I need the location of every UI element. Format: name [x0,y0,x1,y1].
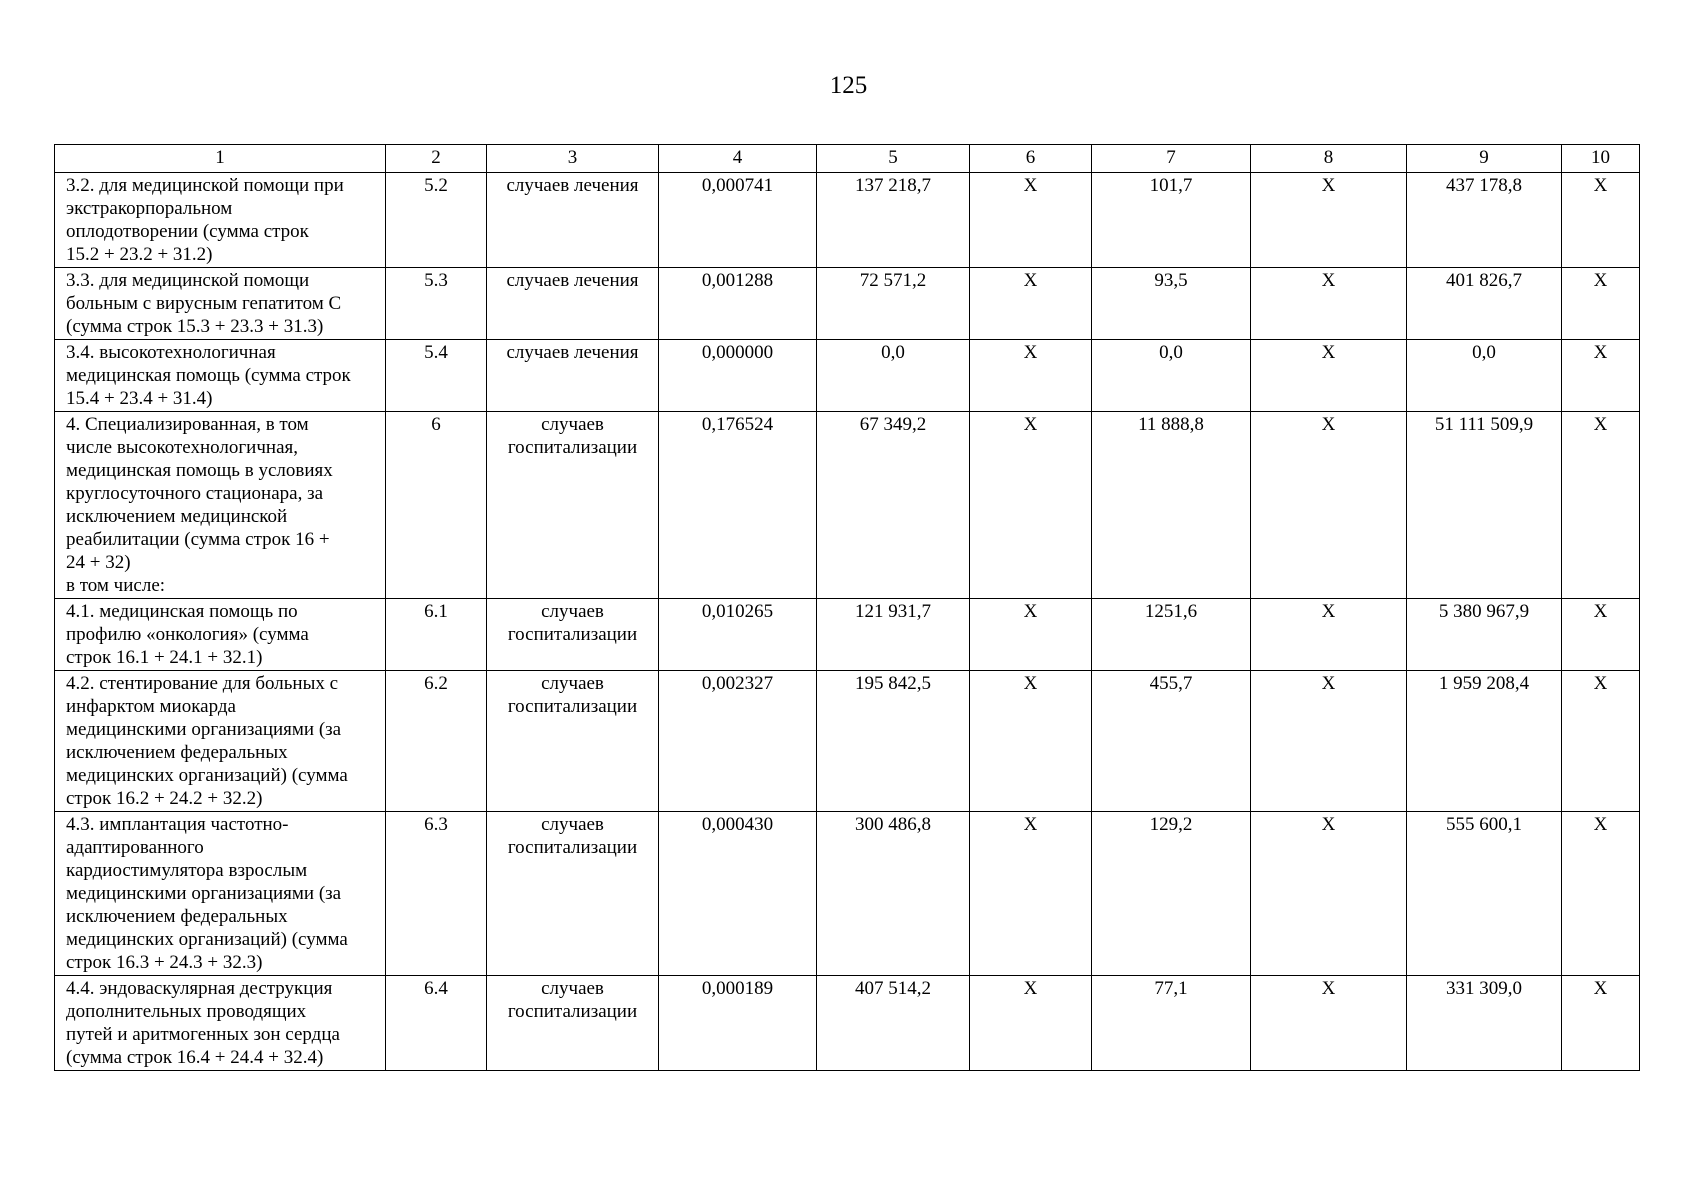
column-header: 9 [1407,145,1562,173]
value-cell: 195 842,5 [817,671,970,812]
value-cell: Х [1562,976,1640,1071]
value-cell: 51 111 509,9 [1407,412,1562,599]
line-number-cell: 6.3 [386,812,487,976]
row-name-cell: 3.2. для медицинской помощи при экстракорпоральном оплодотворении (сумма строк 15.2 + 23.2 + 31.2) [55,173,386,268]
value-cell: Х [970,812,1092,976]
value-cell: 0,010265 [659,599,817,671]
value-cell: 0,002327 [659,671,817,812]
value-cell: 5 380 967,9 [1407,599,1562,671]
value-cell: Х [1251,412,1407,599]
value-cell: 0,000430 [659,812,817,976]
table-row [55,599,1640,671]
value-cell: Х [1562,671,1640,812]
value-cell: Х [1251,812,1407,976]
line-number-cell: 5.2 [386,173,487,268]
row-name-cell: 3.3. для медицинской помощи больным с вирусным гепатитом С (сумма строк 15.3 + 23.3 + 31.3) [55,268,386,340]
table-row [55,340,1640,412]
value-cell: Х [1562,340,1640,412]
column-header: 4 [659,145,817,173]
table-row [55,173,1640,268]
value-cell: 0,000000 [659,340,817,412]
line-number-cell: 6.1 [386,599,487,671]
column-header: 5 [817,145,970,173]
value-cell: 93,5 [1092,268,1251,340]
line-number-cell: 6 [386,412,487,599]
value-cell: 0,001288 [659,268,817,340]
value-cell: 555 600,1 [1407,812,1562,976]
row-name-cell: 4.3. имплантация частотно- адаптированного кардиостимулятора взрослым медицинскими организациями (за исключением федеральных медицинских организаций) (сумма строк 16.3 + 24.3 + 32.3) [55,812,386,976]
column-header: 10 [1562,145,1640,173]
value-cell: Х [970,268,1092,340]
value-cell: 11 888,8 [1092,412,1251,599]
value-cell: 0,0 [1092,340,1251,412]
value-cell: 67 349,2 [817,412,970,599]
value-cell: Х [1562,268,1640,340]
value-cell: Х [970,173,1092,268]
table-row [55,812,1640,976]
value-cell: Х [970,976,1092,1071]
value-cell: 407 514,2 [817,976,970,1071]
value-cell: Х [1251,671,1407,812]
value-cell: 77,1 [1092,976,1251,1071]
unit-cell: случаев лечения [487,268,659,340]
value-cell: 0,000189 [659,976,817,1071]
table-row [55,268,1640,340]
value-cell: Х [1251,268,1407,340]
value-cell: Х [970,599,1092,671]
row-name-cell: 3.4. высокотехнологичная медицинская помощь (сумма строк 15.4 + 23.4 + 31.4) [55,340,386,412]
line-number-cell: 6.2 [386,671,487,812]
line-number-cell: 5.3 [386,268,487,340]
value-cell: 0,0 [1407,340,1562,412]
value-cell: Х [970,340,1092,412]
value-cell: 300 486,8 [817,812,970,976]
unit-cell: случаев лечения [487,173,659,268]
value-cell: Х [1251,599,1407,671]
column-header: 7 [1092,145,1251,173]
value-cell: Х [1251,173,1407,268]
value-cell: 401 826,7 [1407,268,1562,340]
value-cell: Х [1562,412,1640,599]
value-cell: 101,7 [1092,173,1251,268]
value-cell: 129,2 [1092,812,1251,976]
value-cell: Х [1562,812,1640,976]
page-number: 125 [829,72,868,99]
table-header-row [55,145,1640,173]
value-cell: 455,7 [1092,671,1251,812]
unit-cell: случаев госпитализации [487,671,659,812]
value-cell: 0,0 [817,340,970,412]
unit-cell: случаев госпитализации [487,599,659,671]
unit-cell: случаев госпитализации [487,812,659,976]
value-cell: Х [1251,340,1407,412]
column-header: 2 [386,145,487,173]
value-cell: 72 571,2 [817,268,970,340]
row-name-cell: 4.4. эндоваскулярная деструкция дополнительных проводящих путей и аритмогенных зон сердца (сумма строк 16.4 + 24.4 + 32.4) [55,976,386,1071]
table-row [55,976,1640,1071]
column-header: 8 [1251,145,1407,173]
unit-cell: случаев госпитализации [487,976,659,1071]
line-number-cell: 6.4 [386,976,487,1071]
data-table [54,144,1640,1071]
value-cell: 0,176524 [659,412,817,599]
value-cell: 1251,6 [1092,599,1251,671]
column-header: 6 [970,145,1092,173]
value-cell: 121 931,7 [817,599,970,671]
table-row [55,671,1640,812]
value-cell: 437 178,8 [1407,173,1562,268]
row-name-cell: 4.1. медицинская помощь по профилю «онкология» (сумма строк 16.1 + 24.1 + 32.1) [55,599,386,671]
value-cell: Х [1251,976,1407,1071]
value-cell: 331 309,0 [1407,976,1562,1071]
row-name-cell: 4. Специализированная, в том числе высокотехнологичная, медицинская помощь в условиях круглосуточного стационара, за исключением медицинской реабилитации (сумма строк 16 + 24 + 32) в том числе: [55,412,386,599]
value-cell: 0,000741 [659,173,817,268]
column-header: 3 [487,145,659,173]
value-cell: Х [1562,599,1640,671]
value-cell: Х [970,412,1092,599]
table-row [55,412,1640,599]
line-number-cell: 5.4 [386,340,487,412]
value-cell: Х [970,671,1092,812]
column-header: 1 [55,145,386,173]
value-cell: 1 959 208,4 [1407,671,1562,812]
unit-cell: случаев лечения [487,340,659,412]
unit-cell: случаев госпитализации [487,412,659,599]
value-cell: 137 218,7 [817,173,970,268]
row-name-cell: 4.2. стентирование для больных с инфарктом миокарда медицинскими организациями (за исключением федеральных медицинских организаций) (сумма строк 16.2 + 24.2 + 32.2) [55,671,386,812]
value-cell: Х [1562,173,1640,268]
